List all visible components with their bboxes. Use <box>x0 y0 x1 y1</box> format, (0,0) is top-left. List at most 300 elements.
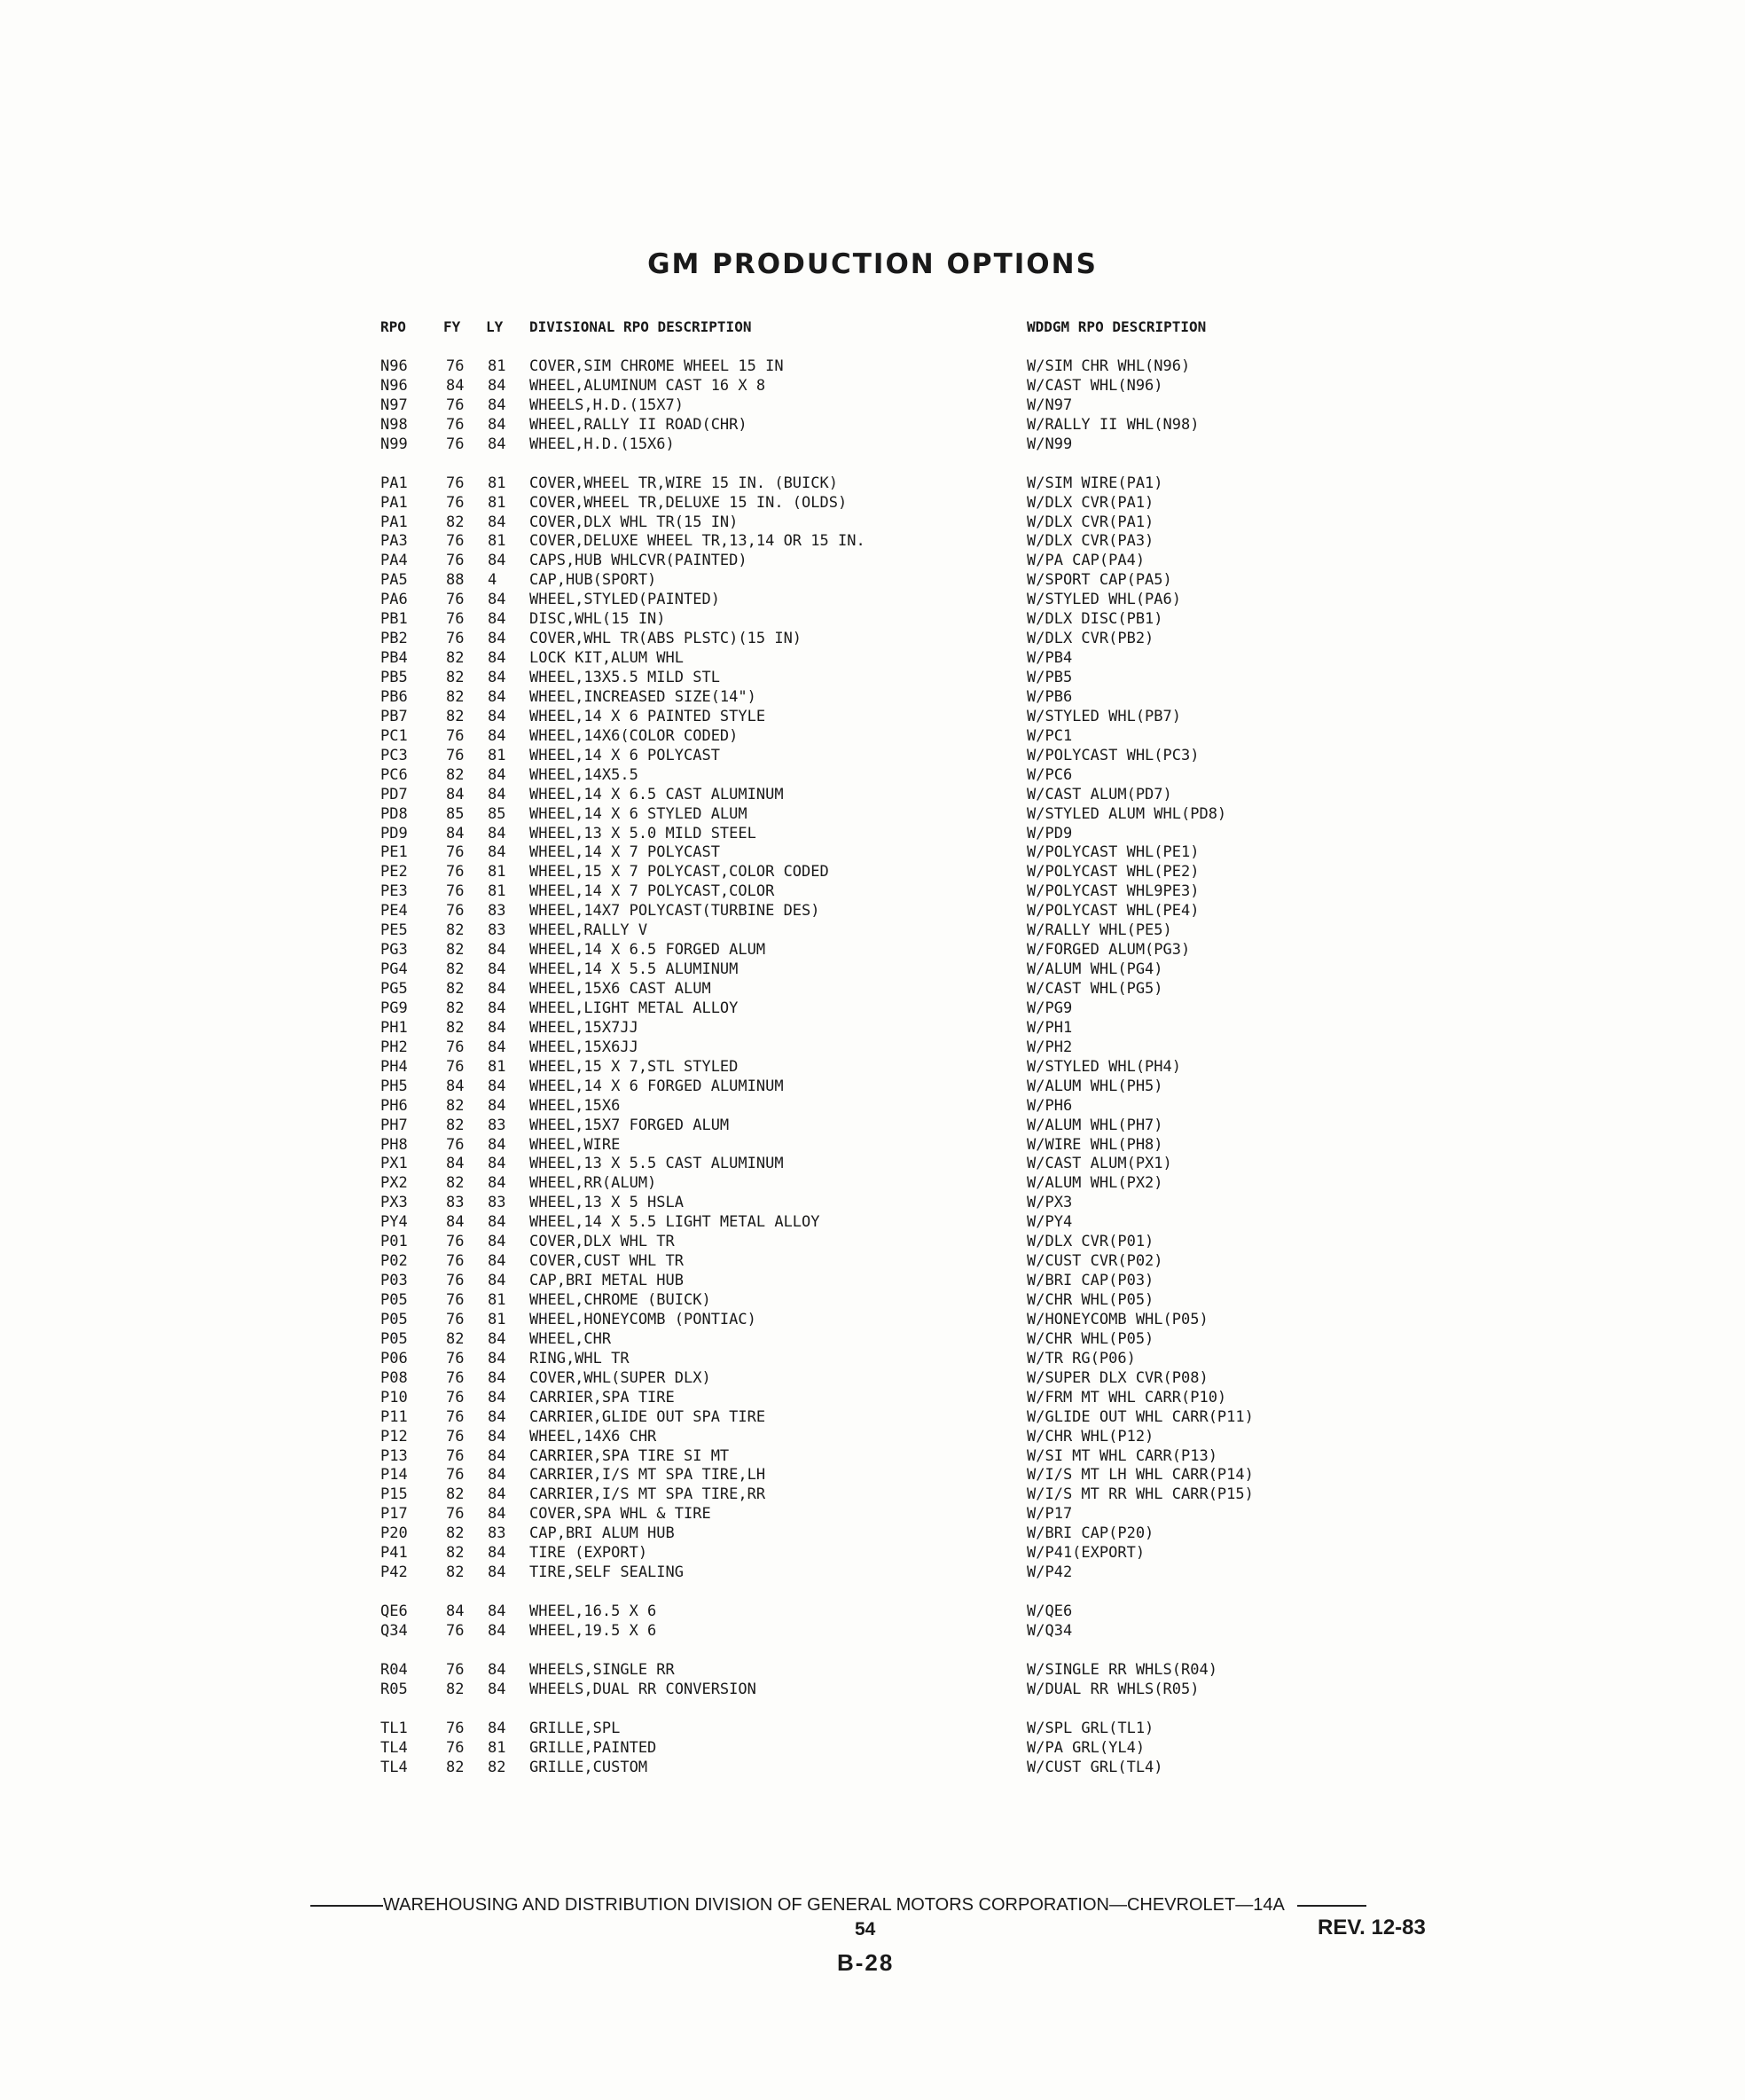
first-year: 82 <box>446 1758 465 1776</box>
rpo-code: P06 <box>380 1349 408 1367</box>
divisional-description: CAPS,HUB WHLCVR(PAINTED) <box>529 552 747 570</box>
rpo-code: PB4 <box>380 649 408 668</box>
rpo-code: P17 <box>380 1505 408 1524</box>
last-year: 84 <box>488 824 506 842</box>
table-row <box>0 1019 1745 1038</box>
rpo-code: TL4 <box>380 1738 408 1757</box>
table-row <box>0 1622 1745 1642</box>
last-year: 81 <box>488 532 506 551</box>
divisional-description: WHEELS,H.D.(15X7) <box>529 396 684 414</box>
first-year: 76 <box>446 1291 465 1309</box>
last-year: 84 <box>488 1233 506 1251</box>
table-row <box>0 571 1745 591</box>
last-year: 84 <box>488 707 506 725</box>
header-divisional-description: DIVISIONAL RPO DESCRIPTION <box>529 318 752 335</box>
divisional-description: WHEEL,ALUMINUM CAST 16 X 8 <box>529 376 766 395</box>
rpo-code: PG5 <box>380 980 408 998</box>
rpo-code: TL1 <box>380 1719 408 1737</box>
rpo-code: PH4 <box>380 1057 408 1076</box>
last-year: 84 <box>488 999 506 1017</box>
last-year: 84 <box>488 649 506 668</box>
rpo-code: P20 <box>380 1524 408 1543</box>
wddgm-description: W/N99 <box>1027 435 1073 453</box>
wddgm-description: W/PG9 <box>1027 999 1073 1017</box>
last-year: 84 <box>488 765 506 784</box>
rpo-code: P11 <box>380 1407 408 1426</box>
table-row <box>0 1408 1745 1428</box>
divisional-description: WHEELS,SINGLE RR <box>529 1660 675 1679</box>
last-year: 83 <box>488 902 506 921</box>
wddgm-description: W/DLX CVR(PB2) <box>1027 630 1154 648</box>
first-year: 84 <box>446 1077 465 1095</box>
last-year: 81 <box>488 863 506 882</box>
table-row <box>0 532 1745 552</box>
wddgm-description: W/DLX CVR(PA1) <box>1027 513 1154 531</box>
first-year: 76 <box>446 1135 465 1154</box>
last-year: 84 <box>488 1466 506 1485</box>
divisional-description: WHEEL,14X6(COLOR CODED) <box>529 726 739 745</box>
last-year: 81 <box>488 1057 506 1076</box>
header-ly: LY <box>486 318 504 335</box>
divisional-description: WHEEL,14 X 6 FORGED ALUMINUM <box>529 1077 784 1095</box>
divisional-description: CARRIER,GLIDE OUT SPA TIRE <box>529 1407 766 1426</box>
first-year: 82 <box>446 960 465 979</box>
table-row <box>0 1661 1745 1681</box>
first-year: 76 <box>446 396 465 414</box>
wddgm-description: W/CAST WHL(PG5) <box>1027 980 1163 998</box>
wddgm-description: W/PD9 <box>1027 824 1073 842</box>
table-row <box>0 843 1745 863</box>
first-year: 82 <box>446 765 465 784</box>
wddgm-description: W/WIRE WHL(PH8) <box>1027 1135 1163 1154</box>
divisional-description: WHEEL,14 X 6.5 FORGED ALUM <box>529 941 766 960</box>
last-year: 84 <box>488 513 506 531</box>
divisional-description: WHEELS,DUAL RR CONVERSION <box>529 1680 756 1698</box>
rpo-code: P42 <box>380 1563 408 1582</box>
divisional-description: WHEEL,LIGHT METAL ALLOY <box>529 999 739 1017</box>
wddgm-description: W/HONEYCOMB WHL(P05) <box>1027 1310 1209 1328</box>
last-year: 81 <box>488 493 506 512</box>
last-year: 82 <box>488 1758 506 1776</box>
divisional-description: WHEEL,14 X 6 STYLED ALUM <box>529 804 747 823</box>
wddgm-description: W/ALUM WHL(PG4) <box>1027 960 1163 979</box>
last-year: 84 <box>488 1329 506 1348</box>
first-year: 85 <box>446 804 465 823</box>
rpo-code: PB6 <box>380 687 408 706</box>
group-spacer <box>0 1642 1745 1661</box>
divisional-description: WHEEL,14X5.5 <box>529 765 638 784</box>
wddgm-description: W/DLX CVR(P01) <box>1027 1233 1154 1251</box>
table-row <box>0 474 1745 494</box>
divisional-description: WHEEL,15X6 <box>529 1096 621 1115</box>
footer-division-text: WAREHOUSING AND DISTRIBUTION DIVISION OF GENERAL MOTORS CORPORATION—CHEVROLET—14A <box>383 1895 1285 1915</box>
wddgm-description: W/PY4 <box>1027 1213 1073 1232</box>
wddgm-description: W/PC6 <box>1027 765 1073 784</box>
last-year: 84 <box>488 1213 506 1232</box>
footer-rule-left <box>310 1905 383 1907</box>
first-year: 82 <box>446 921 465 940</box>
first-year: 84 <box>446 785 465 803</box>
last-year: 84 <box>488 843 506 862</box>
table-row <box>0 513 1745 533</box>
first-year: 76 <box>446 552 465 570</box>
table-row <box>0 1720 1745 1739</box>
table-row <box>0 435 1745 455</box>
first-year: 82 <box>446 1096 465 1115</box>
first-year: 76 <box>446 1310 465 1328</box>
table-row <box>0 688 1745 708</box>
rpo-code: PD9 <box>380 824 408 842</box>
table-row <box>0 1038 1745 1058</box>
table-row <box>0 357 1745 377</box>
divisional-description: WHEEL,RR(ALUM) <box>529 1174 657 1193</box>
wddgm-description: W/Q34 <box>1027 1621 1073 1640</box>
page-title: GM PRODUCTION OPTIONS <box>647 248 1098 280</box>
divisional-description: COVER,SIM CHROME WHEEL 15 IN <box>529 357 784 375</box>
divisional-description: DISC,WHL(15 IN) <box>529 610 666 629</box>
first-year: 82 <box>446 669 465 686</box>
rpo-code: PA1 <box>380 474 408 492</box>
first-year: 82 <box>446 1563 465 1582</box>
first-year: 83 <box>446 1194 465 1212</box>
first-year: 84 <box>446 1213 465 1232</box>
wddgm-description: W/PA CAP(PA4) <box>1027 552 1146 570</box>
divisional-description: GRILLE,PAINTED <box>529 1738 657 1757</box>
wddgm-description: W/PH2 <box>1027 1038 1073 1056</box>
first-year: 82 <box>446 687 465 706</box>
table-row <box>0 1350 1745 1369</box>
rpo-code: PX2 <box>380 1174 408 1193</box>
table-row <box>0 630 1745 649</box>
wddgm-description: W/DLX CVR(PA1) <box>1027 493 1154 512</box>
first-year: 76 <box>446 1349 465 1367</box>
table-row <box>0 396 1745 416</box>
last-year: 84 <box>488 1544 506 1563</box>
first-year: 84 <box>446 376 465 395</box>
rpo-code: PE3 <box>380 882 408 901</box>
table-row <box>0 1544 1745 1563</box>
first-year: 76 <box>446 902 465 921</box>
last-year: 84 <box>488 980 506 998</box>
divisional-description: WHEEL,CHROME (BUICK) <box>529 1291 711 1309</box>
table-row <box>0 1428 1745 1447</box>
first-year: 76 <box>446 591 465 609</box>
wddgm-description: W/DLX DISC(PB1) <box>1027 610 1163 629</box>
wddgm-description: W/CHR WHL(P05) <box>1027 1329 1154 1348</box>
rpo-code: PA6 <box>380 591 408 609</box>
rpo-code: PX3 <box>380 1194 408 1212</box>
first-year: 76 <box>446 1057 465 1076</box>
table-row <box>0 1097 1745 1117</box>
last-year: 84 <box>488 1096 506 1115</box>
table-row <box>0 1272 1745 1291</box>
table-row <box>0 552 1745 571</box>
divisional-description: WHEEL,14 X 6.5 CAST ALUMINUM <box>529 785 784 803</box>
wddgm-description: W/PB4 <box>1027 649 1073 668</box>
first-year: 84 <box>446 1602 465 1620</box>
first-year: 76 <box>446 474 465 492</box>
table-row <box>0 416 1745 435</box>
first-year: 82 <box>446 1680 465 1698</box>
wddgm-description: W/PH6 <box>1027 1096 1073 1115</box>
rpo-code: PB7 <box>380 707 408 725</box>
table-row <box>0 610 1745 630</box>
first-year: 76 <box>446 435 465 453</box>
divisional-description: WHEEL,14 X 7 POLYCAST,COLOR <box>529 882 775 901</box>
divisional-description: WHEEL,14 X 6 PAINTED STYLE <box>529 707 766 725</box>
last-year: 83 <box>488 1116 506 1134</box>
rpo-code: P03 <box>380 1272 408 1290</box>
table-row <box>0 1330 1745 1350</box>
last-year: 84 <box>488 630 506 648</box>
table-row <box>0 649 1745 669</box>
first-year: 76 <box>446 1368 465 1387</box>
divisional-description: WHEEL,STYLED(PAINTED) <box>529 591 720 609</box>
rpo-code: R05 <box>380 1680 408 1698</box>
first-year: 76 <box>446 1038 465 1056</box>
first-year: 76 <box>446 630 465 648</box>
table-row <box>0 1194 1745 1213</box>
last-year: 83 <box>488 921 506 940</box>
wddgm-description: W/N97 <box>1027 396 1073 414</box>
first-year: 76 <box>446 1252 465 1271</box>
rpo-code: PA1 <box>380 513 408 531</box>
last-year: 84 <box>488 1077 506 1095</box>
wddgm-description: W/CHR WHL(P05) <box>1027 1291 1154 1309</box>
table-row <box>0 1213 1745 1233</box>
wddgm-description: W/BRI CAP(P20) <box>1027 1524 1154 1543</box>
last-year: 83 <box>488 1524 506 1543</box>
divisional-description: WHEEL,H.D.(15X6) <box>529 435 675 453</box>
last-year: 84 <box>488 726 506 745</box>
table-row <box>0 1739 1745 1759</box>
header-rpo: RPO <box>380 318 406 335</box>
divisional-description: COVER,DELUXE WHEEL TR,13,14 OR 15 IN. <box>529 532 865 551</box>
rpo-code: PE1 <box>380 843 408 862</box>
rpo-code: R04 <box>380 1660 408 1679</box>
table-row <box>0 1058 1745 1077</box>
last-year: 84 <box>488 1252 506 1271</box>
first-year: 76 <box>446 843 465 862</box>
last-year: 81 <box>488 357 506 375</box>
first-year: 76 <box>446 1660 465 1679</box>
divisional-description: CARRIER,SPA TIRE <box>529 1388 675 1407</box>
table-row <box>0 1602 1745 1622</box>
last-year: 84 <box>488 687 506 706</box>
table-row <box>0 1311 1745 1330</box>
first-year: 82 <box>446 999 465 1017</box>
first-year: 82 <box>446 1544 465 1563</box>
divisional-description: WHEEL,16.5 X 6 <box>529 1602 657 1620</box>
divisional-description: WHEEL,15 X 7 POLYCAST,COLOR CODED <box>529 863 829 882</box>
rpo-code: PA4 <box>380 552 408 570</box>
rpo-code: P05 <box>380 1329 408 1348</box>
table-row <box>0 999 1745 1019</box>
table-row <box>0 825 1745 844</box>
last-year: 84 <box>488 1719 506 1737</box>
table-row <box>0 980 1745 999</box>
rpo-code: PC1 <box>380 726 408 745</box>
first-year: 82 <box>446 1116 465 1134</box>
divisional-description: CARRIER,I/S MT SPA TIRE,RR <box>529 1485 766 1504</box>
wddgm-description: W/DUAL RR WHLS(R05) <box>1027 1680 1200 1698</box>
wddgm-description: W/STYLED WHL(PH4) <box>1027 1057 1181 1076</box>
last-year: 84 <box>488 1349 506 1367</box>
table-row <box>0 494 1745 513</box>
wddgm-description: W/POLYCAST WHL(PE2) <box>1027 863 1200 882</box>
last-year: 84 <box>488 941 506 960</box>
first-year: 82 <box>446 1329 465 1348</box>
table-row <box>0 1681 1745 1700</box>
last-year: 83 <box>488 1194 506 1212</box>
divisional-description: CARRIER,SPA TIRE SI MT <box>529 1446 730 1465</box>
rpo-code: PH6 <box>380 1096 408 1115</box>
table-row <box>0 591 1745 610</box>
table-row <box>0 766 1745 786</box>
first-year: 76 <box>446 1466 465 1485</box>
last-year: 84 <box>488 1388 506 1407</box>
wddgm-description: W/PH1 <box>1027 1018 1073 1037</box>
page-number: 54 <box>855 1919 876 1939</box>
last-year: 84 <box>488 415 506 434</box>
last-year: 84 <box>488 785 506 803</box>
last-year: 4 <box>488 571 497 590</box>
last-year: 84 <box>488 1446 506 1465</box>
last-year: 84 <box>488 1368 506 1387</box>
first-year: 82 <box>446 1524 465 1543</box>
wddgm-description: W/RALLY II WHL(N98) <box>1027 415 1200 434</box>
wddgm-description: W/POLYCAST WHL(PE4) <box>1027 902 1200 921</box>
divisional-description: COVER,WHL(SUPER DLX) <box>529 1368 711 1387</box>
section-number: B-28 <box>837 1949 895 1976</box>
table-row <box>0 805 1745 825</box>
divisional-description: RING,WHL TR <box>529 1349 630 1367</box>
last-year: 84 <box>488 552 506 570</box>
rpo-code: PH5 <box>380 1077 408 1095</box>
rpo-code: PG9 <box>380 999 408 1017</box>
divisional-description: COVER,WHEEL TR,DELUXE 15 IN. (OLDS) <box>529 493 848 512</box>
rpo-code: N99 <box>380 435 408 453</box>
divisional-description: WHEEL,15X6 CAST ALUM <box>529 980 711 998</box>
rpo-code: P05 <box>380 1310 408 1328</box>
divisional-description: WHEEL,15X7 FORGED ALUM <box>529 1116 730 1134</box>
divisional-description: WHEEL,WIRE <box>529 1135 621 1154</box>
last-year: 84 <box>488 1602 506 1620</box>
rpo-code: N97 <box>380 396 408 414</box>
rpo-code: P10 <box>380 1388 408 1407</box>
divisional-description: CAP,HUB(SPORT) <box>529 571 657 590</box>
divisional-description: WHEEL,13 X 5 HSLA <box>529 1194 684 1212</box>
last-year: 84 <box>488 1427 506 1446</box>
wddgm-description: W/BRI CAP(P03) <box>1027 1272 1154 1290</box>
wddgm-description: W/PA GRL(YL4) <box>1027 1738 1146 1757</box>
table-row <box>0 1369 1745 1389</box>
last-year: 84 <box>488 396 506 414</box>
last-year: 85 <box>488 804 506 823</box>
wddgm-description: W/STYLED WHL(PB7) <box>1027 707 1181 725</box>
divisional-description: COVER,DLX WHL TR <box>529 1233 675 1251</box>
header-fy: FY <box>443 318 461 335</box>
table-row <box>0 1759 1745 1778</box>
table-row <box>0 882 1745 902</box>
first-year: 76 <box>446 1272 465 1290</box>
first-year: 88 <box>446 571 465 590</box>
wddgm-description: W/SPL GRL(TL1) <box>1027 1719 1154 1737</box>
table-row <box>0 1174 1745 1194</box>
wddgm-description: W/CAST ALUM(PX1) <box>1027 1155 1172 1173</box>
first-year: 76 <box>446 882 465 901</box>
divisional-description: WHEEL,CHR <box>529 1329 612 1348</box>
divisional-description: WHEEL,13 X 5.0 MILD STEEL <box>529 824 756 842</box>
rpo-code: P01 <box>380 1233 408 1251</box>
first-year: 82 <box>446 980 465 998</box>
divisional-description: CAP,BRI ALUM HUB <box>529 1524 675 1543</box>
table-row <box>0 1291 1745 1311</box>
last-year: 81 <box>488 1738 506 1757</box>
last-year: 81 <box>488 882 506 901</box>
wddgm-description: W/I/S MT LH WHL CARR(P14) <box>1027 1466 1254 1485</box>
rpo-code: PC6 <box>380 765 408 784</box>
revision-label: REV. 12-83 <box>1318 1916 1426 1939</box>
last-year: 84 <box>488 1135 506 1154</box>
divisional-description: WHEEL,15X6JJ <box>529 1038 638 1056</box>
divisional-description: COVER,SPA WHL & TIRE <box>529 1505 711 1524</box>
wddgm-description: W/FRM MT WHL CARR(P10) <box>1027 1388 1227 1407</box>
rpo-code: P12 <box>380 1427 408 1446</box>
table-row <box>0 708 1745 727</box>
wddgm-description: W/CHR WHL(P12) <box>1027 1427 1154 1446</box>
wddgm-description: W/CUST CVR(P02) <box>1027 1252 1163 1271</box>
divisional-description: COVER,WHEEL TR,WIRE 15 IN. (BUICK) <box>529 474 838 492</box>
divisional-description: TIRE,SELF SEALING <box>529 1563 684 1582</box>
wddgm-description: W/CAST WHL(N96) <box>1027 376 1163 395</box>
first-year: 76 <box>446 1388 465 1407</box>
table-row <box>0 1389 1745 1408</box>
first-year: 82 <box>446 1018 465 1037</box>
table-row <box>0 377 1745 396</box>
divisional-description: WHEEL,15 X 7,STL STYLED <box>529 1057 739 1076</box>
first-year: 82 <box>446 707 465 725</box>
table-row <box>0 1485 1745 1505</box>
wddgm-description: W/PC1 <box>1027 726 1073 745</box>
group-spacer <box>0 1583 1745 1602</box>
rpo-code: PG4 <box>380 960 408 979</box>
divisional-description: WHEEL,14 X 7 POLYCAST <box>529 843 720 862</box>
rpo-code: N96 <box>380 357 408 375</box>
wddgm-description: W/POLYCAST WHL(PC3) <box>1027 746 1200 764</box>
table-row <box>0 863 1745 882</box>
options-table <box>0 357 1745 1777</box>
rpo-code: P14 <box>380 1466 408 1485</box>
divisional-description: COVER,WHL TR(ABS PLSTC)(15 IN) <box>529 630 802 648</box>
first-year: 82 <box>446 1174 465 1193</box>
rpo-code: PD7 <box>380 785 408 803</box>
wddgm-description: W/PX3 <box>1027 1194 1073 1212</box>
last-year: 84 <box>488 610 506 629</box>
last-year: 84 <box>488 1038 506 1056</box>
divisional-description: WHEEL,14 X 5.5 ALUMINUM <box>529 960 739 979</box>
last-year: 84 <box>488 1155 506 1173</box>
table-row <box>0 1466 1745 1485</box>
last-year: 81 <box>488 746 506 764</box>
first-year: 82 <box>446 941 465 960</box>
first-year: 76 <box>446 1407 465 1426</box>
rpo-code: PY4 <box>380 1213 408 1232</box>
last-year: 84 <box>488 435 506 453</box>
rpo-code: PH8 <box>380 1135 408 1154</box>
first-year: 76 <box>446 493 465 512</box>
wddgm-description: W/P42 <box>1027 1563 1073 1582</box>
